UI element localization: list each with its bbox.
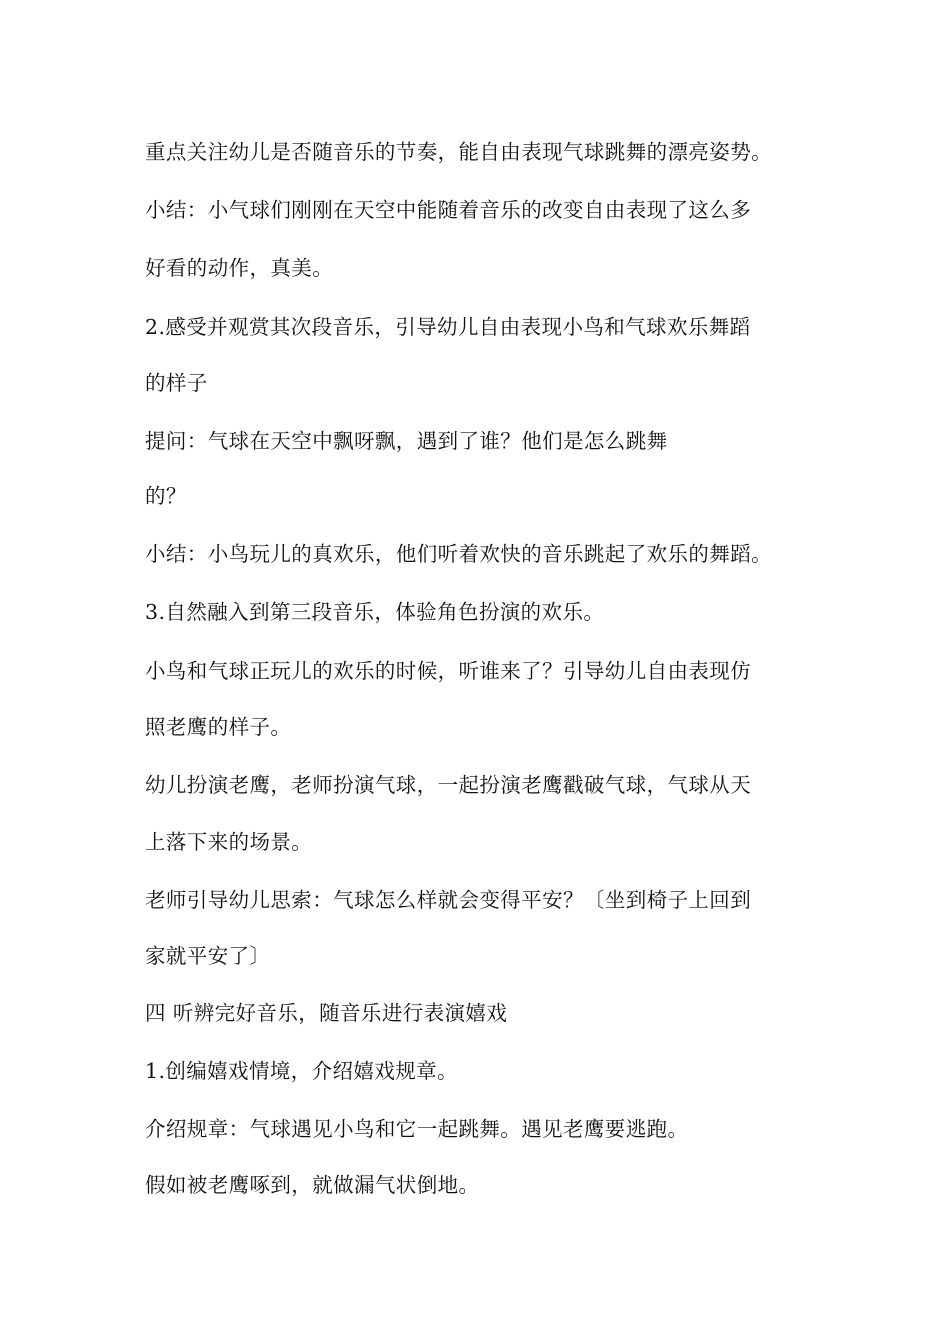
text-line: 好看的动作，真美。 <box>145 256 334 280</box>
text-line: 假如被老鹰啄到，就做漏气状倒地。 <box>145 1173 480 1197</box>
text-line: 2.感受并观赏其次段音乐，引导幼儿自由表现小鸟和气球欢乐舞蹈 <box>145 315 751 339</box>
text-line: 3.自然融入到第三段音乐，体验角色扮演的欢乐。 <box>145 600 605 624</box>
text-line: 照老鹰的样子。 <box>145 715 292 739</box>
text-line: 小鸟和气球正玩儿的欢乐的时候，听谁来了？引导幼儿自由表现仿 <box>145 659 752 683</box>
section-heading: 四 听辨完好音乐，随音乐进行表演嬉戏 <box>145 1001 508 1025</box>
text-line: 家就平安了〕 <box>145 944 271 968</box>
text-line: 的？ <box>145 484 187 508</box>
text-line: 1.创编嬉戏情境，介绍嬉戏规章。 <box>145 1059 458 1083</box>
text-line: 小结：小鸟玩儿的真欢乐，他们听着欢快的音乐跳起了欢乐的舞蹈。 <box>145 542 772 566</box>
text-line: 介绍规章：气球遇见小鸟和它一起跳舞。遇见老鹰要逃跑。 <box>145 1117 689 1141</box>
text-line: 提问：气球在天空中飘呀飘，遇到了谁？他们是怎么跳舞 <box>145 429 668 453</box>
text-line: 重点关注幼儿是否随音乐的节奏，能自由表现气球跳舞的漂亮姿势。 <box>145 140 772 164</box>
text-line: 的样子 <box>145 371 208 395</box>
text-line: 小结：小气球们刚刚在天空中能随着音乐的改变自由表现了这么多 <box>145 198 752 222</box>
text-line: 幼儿扮演老鹰，老师扮演气球，一起扮演老鹰戳破气球，气球从天 <box>145 773 752 797</box>
text-line: 上落下来的场景。 <box>145 830 313 854</box>
text-line: 老师引导幼儿思索：气球怎么样就会变得平安？〔坐到椅子上回到 <box>145 888 752 912</box>
